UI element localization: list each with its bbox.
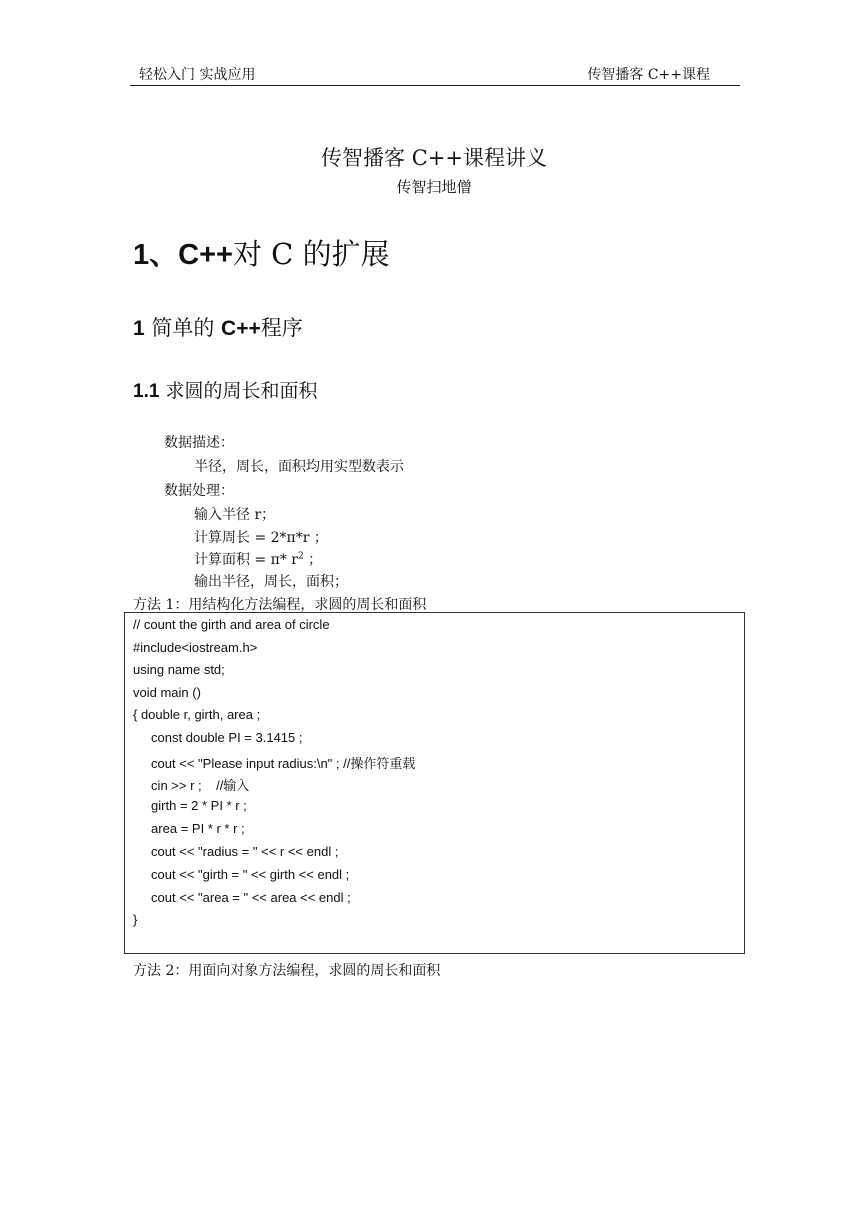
- code-line: using name std;: [133, 662, 225, 677]
- method-1-caption: 方法 1：用结构化方法编程，求圆的周长和面积: [133, 597, 427, 613]
- code-line: girth = 2 * PI * r ;: [133, 798, 247, 813]
- heading-2-text-c: 程序: [260, 316, 303, 340]
- heading-level-1: [133, 232, 390, 273]
- code-line: // count the girth and area of circle: [133, 617, 330, 632]
- processing-step-1: 输入半径 r；: [194, 507, 276, 523]
- code-line: cout << "area = " << area << endl ;: [133, 890, 351, 905]
- processing-step-3-end: ；: [303, 552, 323, 568]
- code-line: #include<iostream.h>: [133, 640, 258, 655]
- code-line: void main (): [133, 685, 201, 700]
- data-processing-label: 数据处理：: [164, 483, 234, 499]
- header-left-text: 轻松入门 实战应用: [139, 67, 256, 83]
- processing-step-3: [194, 549, 322, 569]
- code-line: cout << "Please input radius:\n" ; //操作符重载: [133, 756, 416, 771]
- heading-level-2: [133, 312, 303, 342]
- code-line: area = PI * r * r ;: [133, 821, 245, 836]
- data-description-item: 半径，周长，面积均用实型数表示: [194, 459, 404, 475]
- code-line: cout << "radius = " << r << endl ;: [133, 844, 339, 859]
- processing-step-3-text: 计算面积 = π* r: [194, 552, 298, 568]
- code-line: const double PI = 3.1415 ;: [133, 730, 303, 745]
- data-description-label: 数据描述：: [164, 435, 234, 451]
- heading-3-text: 求圆的周长和面积: [159, 380, 318, 402]
- code-block: [124, 612, 745, 954]
- processing-step-2: 计算周长 = 2*π*r ；: [194, 530, 328, 546]
- code-line: cout << "girth = " << girth << endl ;: [133, 867, 350, 882]
- document-author: 传智扫地僧: [396, 178, 472, 196]
- code-line: { double r, girth, area ;: [133, 707, 261, 722]
- heading-3-number: 1.1: [133, 381, 160, 402]
- header-divider: [130, 85, 740, 86]
- heading-1-text: 对 C 的扩展: [232, 237, 390, 271]
- heading-2-text-b: C++: [221, 317, 261, 340]
- heading-2-text-a: 简单的: [144, 316, 222, 340]
- heading-2-number: 1: [133, 317, 145, 340]
- heading-level-3: [133, 376, 317, 403]
- heading-1-number: 1、C++: [133, 239, 233, 271]
- processing-step-4: 输出半径，周长，面积；: [194, 574, 348, 590]
- exponent: 2: [297, 551, 304, 562]
- code-line: }: [133, 912, 138, 927]
- document-title: 传智播客 C++课程讲义: [321, 146, 547, 170]
- code-line: cin >> r ; //输入: [133, 778, 250, 793]
- header-right-text: 传智播客 C++课程: [587, 67, 710, 83]
- method-2-caption: 方法 2：用面向对象方法编程，求圆的周长和面积: [133, 963, 441, 979]
